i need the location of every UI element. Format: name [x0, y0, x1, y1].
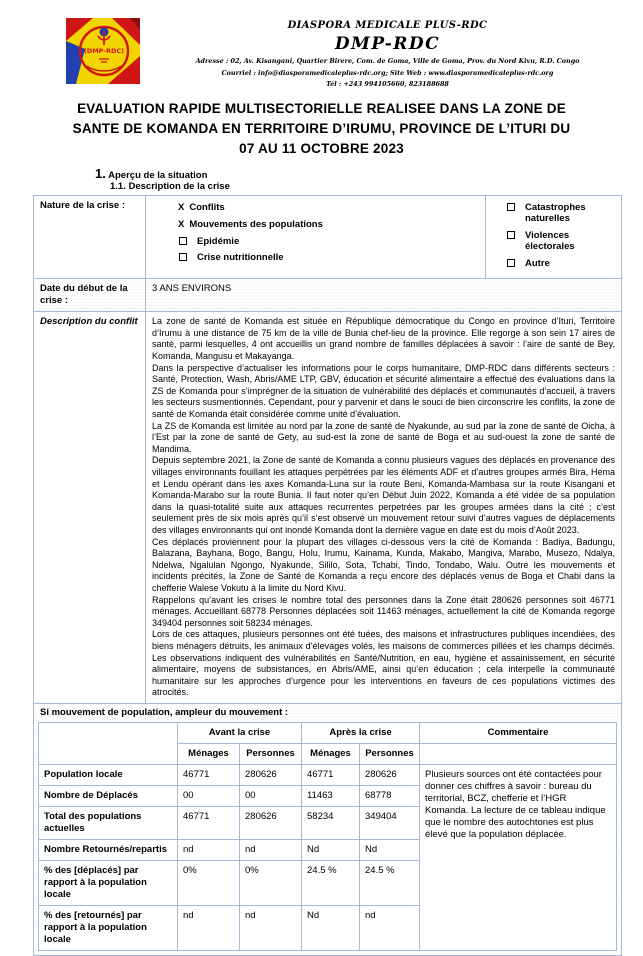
- table-row: Total des populations actuelles 46771 280626 58234 349404: [39, 806, 617, 839]
- option-conflits: X Conflits: [178, 201, 225, 213]
- document-header: [0, 0, 643, 89]
- table-row: Nombre de Déplacés 00 00 11463 68778: [39, 785, 617, 806]
- subheader-personnes-apres: Personnes: [360, 743, 420, 764]
- table-header-row: [39, 722, 617, 743]
- checkbox-icon: [507, 203, 515, 211]
- nature-main-options: [146, 195, 486, 279]
- date-value: 3 ANS ENVIRONS: [146, 279, 622, 312]
- col-group-avant: Avant la crise: [178, 722, 302, 743]
- option-mouvements: X Mouvements des populations: [178, 218, 323, 230]
- description-paragraph: La zone de santé de Komanda est située en République démocratique du Congo en province d’Ituri, Territoire d’Irumu à une distance de 75 km de la ville de Bunia chef-lieu de la province. Elle regorge à son sein 17 aires de santé, parmi lesquelles, 4 ont accueillis un grand nombre de familles déplacées à savoir : l’aire de santé de Bey, Komanda, Mangusu et Makayanga.: [152, 316, 615, 362]
- col-group-apres: Après la crise: [302, 722, 420, 743]
- option-violences-electorales: Violences électorales: [492, 230, 615, 253]
- table-row: % des [retournés] par rapport à la population locale nd nd Nd nd: [39, 905, 617, 950]
- org-address: Adresse : 02, Av. Kisangani, Quartier Birere, Com. de Goma, Ville de Goma, Prov. du Nord Kivu, R.D. Congo: [195, 57, 580, 65]
- document-title: [27, 99, 617, 159]
- section-heading-1: [95, 166, 643, 181]
- description-text: [146, 312, 622, 704]
- title-line-1: EVALUATION RAPIDE MULTISECTORIELLE REALISEE DANS LA ZONE DE: [77, 100, 566, 116]
- checkbox-icon: [507, 259, 515, 267]
- description-paragraph: Depuis septembre 2021, la Zone de santé de Komanda a connu plusieurs vagues des déplacés en provenance des villages environnants fouillant les attaques perpétrées par les éléments ADF et d’autres groupes armés Bira, Hema et Lendu opérant dans les axes Komanda-Luna sur la route Beni, Komanda-Mambasa sur la route Kisangani et Komanda-Marabo sur la route Bunia. Il faut noter qu’en Début Juin 2022, Komanda a été vidée de sa population dans la quasi-totalité suite aux attaques recurrentes perpetrées par les groupes armées dans la cité ; c’est seulement près de six mois après qu’il s’est observé un mouvement retour suivi d’autres vagues de déplacements des villages environnants qui ont inondé Komanda dont la dernière vague en date est du mois d’Août 2023.: [152, 455, 615, 535]
- description-paragraph: La ZS de Komanda est limitée au nord par la zone de santé de Nyakunde, au sud par la zone de santé de Oicha, à l’Est par la zone de santé de Gety, au sud-est la zone de santé de Boga et au sud-ouest la zone de santé de Mandima.: [152, 420, 615, 454]
- date-label: Date du début de la crise :: [34, 279, 146, 312]
- option-autre: Autre: [492, 258, 615, 270]
- description-paragraph: Ces déplacés proviennent pour la plupart des villages ci-dessous vers la cité de Komanda : Badiya, Badungu, Balazana, Bayhana, Bogo, Bangu, Holu, Irumu, Kainama, Kunda, Makabo, Mangiva, Marabo, Musezo, Ndalya, Ndelwa, Ngalulan Ngongo, Nyakunde, Sililo, Sota, Tchabi, Tindo, Tondabo, Walu. Outre les mouvements et incidents précités, la Zone de Santé de Komanda a reçu encore des déplacés venus de Boga et Chabi dans la chefferie Walese Vokutu à la limite du Nord Kivu.: [152, 536, 615, 593]
- table-row: Nombre Retournés/repartis nd nd Nd Nd: [39, 839, 617, 860]
- description-row: [34, 312, 622, 704]
- checkbox-icon: [507, 231, 515, 239]
- nature-secondary-options: [486, 195, 622, 279]
- empty-corner-cell: [39, 722, 178, 764]
- description-paragraph: Rappelons qu’avant les crises le nombre total des personnes dans la Zone était 280626 personnes soit 46771 ménages. Accueillant 68778 Personnes déplacées soit 11463 ménages, actuellement la cité de Komanda regorge 349404 personnes soit 58234 ménages.: [152, 594, 615, 628]
- description-label: Description du conflit: [34, 312, 146, 704]
- org-logo: [66, 18, 140, 84]
- description-paragraph: Lors de ces attaques, plusieurs personnes ont été tuées, des maisons et infrastructures publiques incendiées, des biens ménagers détruits, les animaux d’élevages volés, les maisons de commerces pillées et les champs décimés. Les observations indiquent des vulnérabilités en Santé/Nutrition, en eau, hygiène et assainissement, en sécurité alimentaire, moyens de subsistances, en Abris/AME, ainsi qu’en éducation ; cela interpelle la communauté humanitaire sur les approches d’urgence pour les interventions en faveurs de ces populations victimes des atrocités.: [152, 629, 615, 698]
- org-acronym: DMP-RDC: [334, 34, 441, 54]
- x-mark-icon: X: [178, 201, 185, 213]
- org-phone: Tél : +243 994105660, 823188688: [326, 80, 449, 89]
- crisis-description-table: [33, 195, 622, 956]
- org-contact: Courriel : info@diasporamedicaleplus-rdc.org; Site Web : www.diasporamedicaleplus-rdc.org: [221, 68, 554, 77]
- population-movement-table: [38, 722, 617, 951]
- comment-cell: Plusieurs sources ont été contactées pour donner ces chiffres à savoir : bureau du territorial, BCZ, chefferie et l’HGR Komanda. La lecture de ce tableau indique que le nombre des autochtones est plus élevé que la population déplacée.: [420, 764, 617, 950]
- option-catastrophes: Catastrophes naturelles: [492, 202, 615, 225]
- title-line-2: SANTE DE KOMANDA EN TERRITOIRE D’IRUMU, PROVINCE DE L’ITURI DU: [72, 120, 571, 136]
- x-mark-icon: X: [178, 218, 185, 230]
- option-crise-nutritionnelle: Crise nutritionnelle: [152, 252, 479, 264]
- table-row: Population locale 46771 280626 46771 280626 Plusieurs sources ont été contactées pour donner ces chiffres à savoir : bureau du territorial, BCZ, chefferie et l’HGR Komanda. La lecture de ce tableau indique que le nombre des autochtones est plus élevé que la population déplacée.: [39, 764, 617, 785]
- table-row: % des [déplacés] par rapport à la population locale 0% 0% 24.5 % 24.5 %: [39, 860, 617, 905]
- movement-section: [34, 703, 622, 955]
- col-commentaire: Commentaire: [420, 722, 617, 743]
- date-row: [34, 279, 622, 312]
- section-heading-1-1: 1.1. Description de la crise: [110, 180, 230, 192]
- description-paragraph: Dans la perspective d’actualiser les informations pour le corps humanitaire, DMP-RDC dans différents secteurs : Santé, Protection, Wash, Abris/AME LTP, GBV, éducation et sécurité alimentaire a effectué des évaluations dans la ZS de Komanda pour s’imprégner de la situation de vulnérabilité des déplacés et communautés d’accueil, à travers les secteurs susmentionnés. Cependant, pour y parvenir et dans le souci de bien circonscrire les conflits, la zone de santé de Komanda était considérée comme unité d’évaluation.: [152, 362, 615, 420]
- checkbox-icon: [179, 237, 187, 245]
- movement-heading: Si mouvement de population, ampleur du mouvement :: [40, 706, 289, 718]
- org-text-block: [140, 18, 635, 89]
- subheader-empty: [420, 743, 617, 764]
- movement-row: [34, 703, 622, 955]
- section-number: 1.: [95, 165, 106, 181]
- option-epidemie: Epidémie: [152, 236, 479, 248]
- svg-text:(DMP-RDC): (DMP-RDC): [83, 47, 125, 55]
- org-logo-image: [66, 18, 140, 84]
- subheader-personnes-avant: Personnes: [240, 743, 302, 764]
- checkbox-icon: [179, 253, 187, 261]
- nature-label: Nature de la crise :: [34, 195, 146, 279]
- org-name: DIASPORA MEDICALE PLUS-RDC: [287, 20, 488, 31]
- nature-row: [34, 195, 622, 279]
- subheader-menages-avant: Ménages: [178, 743, 240, 764]
- title-line-3: 07 AU 11 OCTOBRE 2023: [239, 140, 404, 156]
- subheader-menages-apres: Ménages: [302, 743, 360, 764]
- section-label: Aperçu de la situation: [108, 169, 208, 181]
